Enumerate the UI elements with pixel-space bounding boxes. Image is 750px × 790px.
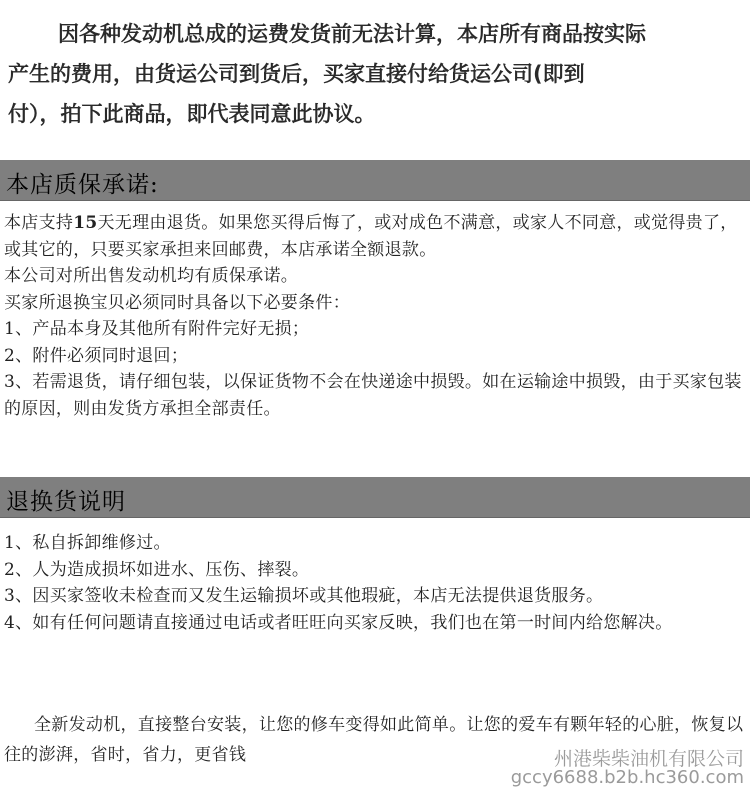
return-item: 3、因买家签收未检查而又发生运输损坏或其他瑕疵，本店无法提供退货服务。 xyxy=(4,586,604,606)
return-section-header xyxy=(0,477,750,518)
watermark-url: gccy6688.b2b.hc360.com xyxy=(510,767,744,788)
closing-text: 全新发动机，直接整台安装，让您的修车变得如此简单。让您的爱车有颗年轻的心脏，恢复以往的澎湃，省时，省力，更省钱 xyxy=(4,715,744,765)
return-section-body xyxy=(4,530,744,636)
quality-condition-item: 1、产品本身及其他所有附件完好无损； xyxy=(4,319,310,339)
quality-line: 买家所退换宝贝必须同时具备以下必要条件： xyxy=(4,292,350,313)
quality-section-body xyxy=(4,210,744,422)
quality-condition-item: 2、附件必须同时退回； xyxy=(4,345,189,366)
watermark-company: 州港柴柴油机有限公司 xyxy=(553,748,744,770)
quality-line: 本公司对所出售发动机均有质保承诺。 xyxy=(4,266,299,286)
shipping-notice xyxy=(8,14,738,134)
refund-prefix: 本店支持 xyxy=(4,213,74,233)
quality-condition-item: 3、若需退货，请仔细包装，以保证货物不会在快递途中损毁。如在运输途中损毁，由于买家包装的原因，则由发货方承担全部责任。 xyxy=(4,372,742,419)
refund-rest: 天无理由退货。如果您买得后悔了，或对成色不满意，或家人不同意，或觉得贵了，或其它的，只要买家承担来回邮费，本店承诺全额退款。 xyxy=(4,213,738,260)
quality-section-title: 本店质保承诺: xyxy=(6,172,159,198)
refund-days: 15 xyxy=(73,213,98,233)
quality-paragraph-refund xyxy=(4,210,744,263)
shipping-notice-line-2: 产生的费用，由货运公司到货后，买家直接付给货运公司(即到 xyxy=(8,62,585,86)
return-section-title: 退换货说明 xyxy=(6,489,126,515)
quality-section-header xyxy=(0,160,750,201)
return-item: 4、如有任何问题请直接通过电话或者旺旺向买家反映，我们也在第一时间内给您解决。 xyxy=(4,612,673,633)
shipping-notice-line-3: 付），拍下此商品，即代表同意此协议。 xyxy=(8,102,376,126)
shipping-notice-line-1: 因各种发动机总成的运费发货前无法计算，本店所有商品按实际 xyxy=(58,22,646,46)
return-item: 1、私自拆卸维修过。 xyxy=(4,533,171,553)
return-item: 2、人为造成损坏如进水、压伤、摔裂。 xyxy=(4,559,310,580)
